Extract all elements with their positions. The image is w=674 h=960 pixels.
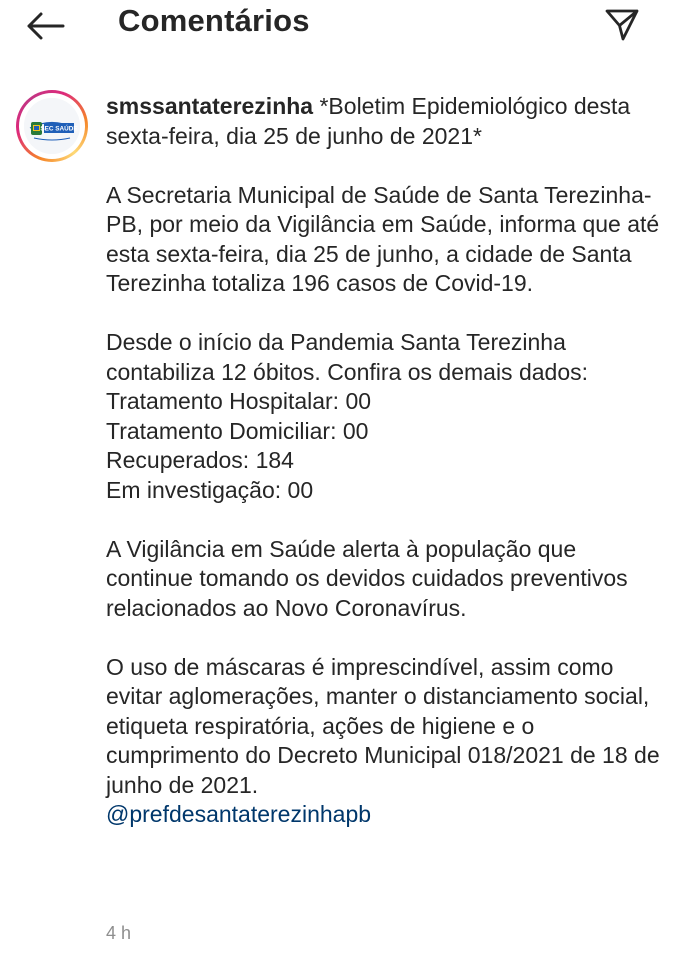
caption-paragraph-4 xyxy=(106,653,666,830)
caption-line: Tratamento Domiciliar: 00 xyxy=(106,417,369,444)
paper-plane-icon xyxy=(604,6,640,42)
page-title: Comentários xyxy=(118,3,310,38)
avatar-ring-gap xyxy=(19,93,85,159)
caption-paragraph-4-text: O uso de máscaras é imprescindível, assim como evitar aglomerações, manter o distanciamento social, etiqueta respiratória, ações de higiene e o cumprimento do Decreto Municipal 018/2021 de 18 de junho de 2021. xyxy=(106,653,660,798)
timestamp: 4 h xyxy=(106,923,132,943)
arrow-left-icon xyxy=(25,11,65,41)
top-bar xyxy=(0,0,674,52)
share-button[interactable] xyxy=(600,4,644,44)
mention-link[interactable]: @prefdesantaterezinhapb xyxy=(106,801,372,827)
avatar[interactable] xyxy=(16,90,88,162)
back-button[interactable] xyxy=(22,6,68,46)
caption-first-paragraph xyxy=(106,92,666,151)
caption-intro: *Boletim Epidemiológico desta sexta-feira, dia 25 de junho de 2021* xyxy=(106,93,631,149)
svg-text:SEC SAÚDE: SEC SAÚDE xyxy=(40,125,78,133)
caption-line: Em investigação: 00 xyxy=(106,476,314,503)
username-link[interactable]: smssantaterezinha xyxy=(106,93,314,119)
caption-paragraph-3: A Vigilância em Saúde alerta à população que continue tomando os devidos cuidados preventivos relacionados ao Novo Coronavírus. xyxy=(106,535,628,621)
caption-paragraph-1: A Secretaria Municipal de Saúde de Santa Terezinha-PB, por meio da Vigilância em Saúde, informa que até esta sexta-feira, dia 25 de junho, a cidade de Santa Terezinha totaliza 196 casos de Covid-19. xyxy=(106,181,660,296)
caption-line: Desde o início da Pandemia Santa Terezinha contabiliza 12 óbitos. Confira os demais dados: xyxy=(106,329,589,385)
post-caption xyxy=(106,92,666,859)
caption-line: Tratamento Hospitalar: 00 xyxy=(106,388,372,414)
avatar-image xyxy=(24,98,80,154)
caption-paragraph-2 xyxy=(106,328,666,505)
caption-line: Recuperados: 184 xyxy=(106,447,294,473)
sec-saude-logo xyxy=(24,98,80,154)
